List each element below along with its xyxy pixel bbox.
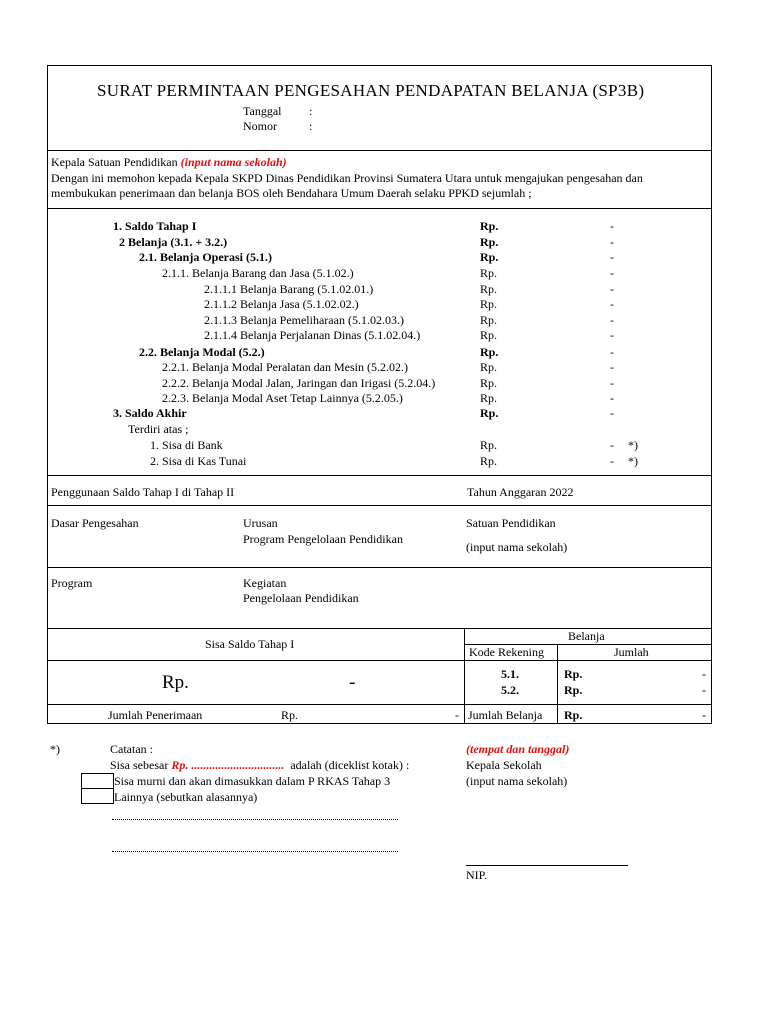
row-value: -: [610, 345, 614, 359]
notes-star: *): [50, 742, 60, 756]
sisa-rp-blank: Rp. ...............................: [171, 758, 285, 772]
kode-5-2-value: -: [702, 683, 706, 697]
urusan-label: Urusan: [243, 516, 278, 530]
row-value: -: [610, 406, 614, 420]
divider-rows: [47, 475, 712, 476]
row-footnote-mark: *): [628, 438, 638, 452]
row-rp: Rp.: [480, 345, 499, 359]
satuan-value: (input nama sekolah): [466, 540, 568, 554]
checkbox-lainnya[interactable]: [81, 788, 114, 804]
row-label: 2.1.1.4 Belanja Perjalanan Dinas (5.1.02.04.): [204, 328, 421, 342]
row-rp: Rp.: [480, 360, 498, 374]
option-lainnya: Lainnya (sebutkan alasannya): [114, 790, 258, 804]
row-label: 2.2.3. Belanja Modal Aset Tetap Lainnya (5.2.05.): [162, 391, 403, 405]
divider-kode-col: [557, 644, 558, 724]
row-value: -: [610, 438, 614, 452]
row-label: 2.2.2. Belanja Modal Jalan, Jaringan dan Irigasi (5.2.04.): [162, 376, 436, 390]
row-label: 2.1.1.1 Belanja Barang (5.1.02.01.): [204, 282, 374, 296]
sisa-line: [110, 758, 409, 772]
row-value: -: [610, 250, 614, 264]
sisa-saldo-label: Sisa Saldo Tahap I: [205, 637, 295, 651]
program-label: Program: [51, 576, 93, 590]
row-label: 3. Saldo Akhir: [113, 406, 187, 420]
divider-header: [47, 150, 712, 151]
sisa-suffix: adalah (diceklist kotak) :: [290, 758, 410, 772]
kepala-line: [51, 155, 287, 169]
option-sisa-murni: Sisa murni dan akan dimasukkan dalam P RKAS Tahap 3: [114, 774, 391, 788]
row-rp: Rp.: [480, 454, 498, 468]
divider-dasar: [47, 567, 712, 568]
sisa-prefix: Sisa sebesar: [110, 758, 169, 772]
row-value: -: [610, 219, 614, 233]
usage-label: Penggunaan Saldo Tahap I di Tahap II: [51, 485, 235, 499]
kode-5-1-value: -: [702, 667, 706, 681]
row-rp: Rp.: [480, 328, 498, 342]
row-rp: Rp.: [480, 297, 498, 311]
row-label: 2. Sisa di Kas Tunai: [150, 454, 247, 468]
row-footnote-mark: *): [628, 454, 638, 468]
divider-summary-col: [464, 628, 465, 724]
row-value: -: [610, 360, 614, 374]
row-value: -: [610, 391, 614, 405]
jumlah-belanja-label: Jumlah Belanja: [468, 708, 543, 722]
row-rp: Rp.: [480, 266, 498, 280]
jumlah-penerimaan-label: Jumlah Penerimaan: [108, 708, 203, 722]
row-rp: Rp.: [480, 438, 498, 452]
row-label: 2.1.1. Belanja Barang dan Jasa (5.1.02.): [162, 266, 354, 280]
row-label: 1. Sisa di Bank: [150, 438, 223, 452]
nomor-label: Nomor: [243, 119, 277, 133]
row-label: Terdiri atas ;: [128, 422, 189, 436]
row-rp: Rp.: [480, 376, 498, 390]
row-label: 2.2.1. Belanja Modal Peralatan dan Mesin (5.2.02.): [162, 360, 408, 374]
kegiatan-label: Kegiatan: [243, 576, 287, 590]
tanggal-colon: :: [309, 104, 313, 118]
row-rp: Rp.: [480, 250, 499, 264]
fiscal-year: Tahun Anggaran 2022: [467, 485, 574, 499]
divider-summary-head: [47, 660, 712, 661]
jumlah-belanja-rp: Rp.: [564, 708, 583, 722]
place-date: (tempat dan tanggal): [466, 742, 570, 756]
tanggal-label: Tanggal: [243, 104, 282, 118]
belanja-head: Belanja: [568, 629, 605, 643]
row-value: -: [610, 297, 614, 311]
divider-summary-body: [47, 704, 712, 705]
kode-rekening-head: Kode Rekening: [469, 645, 544, 659]
kepala-label: Kepala Satuan Pendidikan: [51, 155, 178, 169]
row-value: -: [610, 282, 614, 296]
catatan-label: Catatan :: [110, 742, 153, 756]
checkbox-sisa-murni[interactable]: [81, 773, 114, 789]
row-value: -: [610, 328, 614, 342]
row-rp: Rp.: [480, 219, 499, 233]
divider-program: [47, 628, 712, 629]
row-rp: Rp.: [480, 282, 498, 296]
jumlah-penerimaan-value: -: [455, 708, 459, 722]
dasar-label: Dasar Pengesahan: [51, 516, 139, 530]
reason-line-2[interactable]: [112, 851, 398, 852]
kode-5-2: 5.2.: [501, 683, 519, 697]
row-label: 2.1.1.3 Belanja Pemeliharaan (5.1.02.03.): [204, 313, 404, 327]
jumlah-head: Jumlah: [614, 645, 649, 659]
kode-5-2-rp: Rp.: [564, 683, 583, 697]
intro-line-1: Dengan ini memohon kepada Kepala SKPD Dinas Pendidikan Provinsi Sumatera Utara untuk mengajukan pengesahan dan: [51, 171, 643, 185]
kode-5-1: 5.1.: [501, 667, 519, 681]
row-value: -: [610, 266, 614, 280]
page-title: SURAT PERMINTAAN PENGESAHAN PENDAPATAN BELANJA (SP3B): [97, 81, 645, 100]
row-label: 1. Saldo Tahap I: [113, 219, 197, 233]
kepala-placeholder: (input nama sekolah): [180, 155, 287, 169]
row-label: 2.2. Belanja Modal (5.2.): [139, 345, 265, 359]
urusan-value: Program Pengelolaan Pendidikan: [243, 532, 403, 546]
kegiatan-value: Pengelolaan Pendidikan: [243, 591, 359, 605]
nip-label: NIP.: [466, 868, 488, 882]
signature-line: [466, 865, 628, 866]
row-label: 2.1. Belanja Operasi (5.1.): [139, 250, 272, 264]
kode-5-1-rp: Rp.: [564, 667, 583, 681]
divider-intro: [47, 208, 712, 209]
satuan-label: Satuan Pendidikan: [466, 516, 556, 530]
sisa-rp: Rp.: [162, 672, 189, 693]
row-rp: Rp.: [480, 235, 499, 249]
intro-line-2: membukukan penerimaan dan belanja BOS oleh Bendahara Umum Daerah selaku PPKD sejumlah ;: [51, 186, 532, 200]
signer-school: (input nama sekolah): [466, 774, 568, 788]
row-value: -: [610, 313, 614, 327]
row-value: -: [610, 235, 614, 249]
jumlah-belanja-value: -: [702, 708, 706, 722]
row-rp: Rp.: [480, 313, 498, 327]
row-label: 2.1.1.2 Belanja Jasa (5.1.02.02.): [204, 297, 359, 311]
nomor-colon: :: [309, 119, 313, 133]
row-value: -: [610, 376, 614, 390]
row-rp: Rp.: [480, 406, 499, 420]
reason-line-1[interactable]: [112, 819, 398, 820]
signer-role: Kepala Sekolah: [466, 758, 542, 772]
divider-usage: [47, 505, 712, 506]
row-label: 2 Belanja (3.1. + 3.2.): [119, 235, 228, 249]
sisa-value: -: [349, 672, 356, 693]
row-rp: Rp.: [480, 391, 498, 405]
row-value: -: [610, 454, 614, 468]
jumlah-penerimaan-rp: Rp.: [281, 708, 299, 722]
